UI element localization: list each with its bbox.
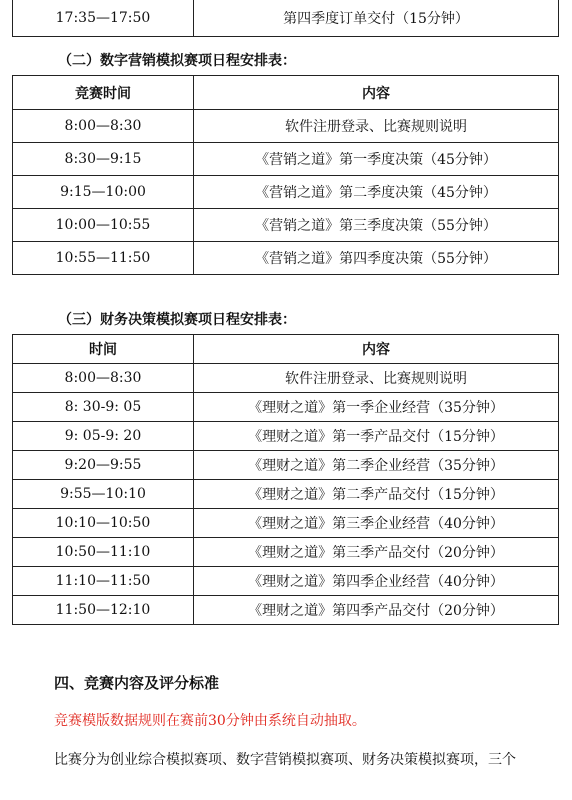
cell-time: 11:10—11:50 — [13, 567, 194, 596]
cell-time: 9:20—9:55 — [13, 451, 194, 480]
cell-time: 10:10—10:50 — [13, 509, 194, 538]
finance-decision-schedule-table — [12, 334, 559, 625]
cell-content: 《理财之道》第三季产品交付（20分钟） — [194, 538, 559, 567]
table-header-row — [13, 76, 559, 110]
table-row — [13, 596, 559, 625]
digital-marketing-schedule-table — [12, 75, 559, 275]
cell-content: 软件注册登录、比赛规则说明 — [194, 364, 559, 393]
section-heading: 四、竞赛内容及评分标准 — [54, 674, 220, 692]
cell-time: 11:50—12:10 — [13, 596, 194, 625]
cell-time: 8:00—8:30 — [13, 110, 194, 143]
cell-content: 《理财之道》第四季产品交付（20分钟） — [194, 596, 559, 625]
header-time: 竞赛时间 — [13, 76, 194, 110]
cell-time: 10:00—10:55 — [13, 209, 194, 242]
cell-time: 9:15—10:00 — [13, 176, 194, 209]
cell-content: 《营销之道》第三季度决策（55分钟） — [194, 209, 559, 242]
top-schedule-table — [12, 0, 559, 37]
cell-content: 《理财之道》第一季产品交付（15分钟） — [194, 422, 559, 451]
cell-content: 《营销之道》第四季度决策（55分钟） — [194, 242, 559, 275]
cell-content: 《理财之道》第二季产品交付（15分钟） — [194, 480, 559, 509]
table-row — [13, 110, 559, 143]
cell-time: 10:50—11:10 — [13, 538, 194, 567]
table-row — [13, 242, 559, 275]
table-row — [13, 567, 559, 596]
table-row — [13, 509, 559, 538]
table-row — [13, 451, 559, 480]
cell-time: 10:55—11:50 — [13, 242, 194, 275]
digital-marketing-caption: （二）数字营销模拟赛项日程安排表： — [58, 53, 296, 69]
cell-content: 《理财之道》第二季企业经营（35分钟） — [194, 451, 559, 480]
cell-time: 9: 05-9: 20 — [13, 422, 194, 451]
table-row — [13, 143, 559, 176]
header-content: 内容 — [194, 335, 559, 364]
table-row — [13, 176, 559, 209]
cell-content: 软件注册登录、比赛规则说明 — [194, 110, 559, 143]
table-row — [13, 393, 559, 422]
table-row — [13, 209, 559, 242]
cell-content: 《理财之道》第三季企业经营（40分钟） — [194, 509, 559, 538]
cell-time: 9:55—10:10 — [13, 480, 194, 509]
finance-decision-caption: （三）财务决策模拟赛项日程安排表： — [58, 312, 296, 328]
body-paragraph: 比赛分为创业综合模拟赛项、数字营销模拟赛项、财务决策模拟赛项，三个 — [54, 752, 516, 768]
cell-content: 《理财之道》第四季企业经营（40分钟） — [194, 567, 559, 596]
cell-time: 8:00—8:30 — [13, 364, 194, 393]
cell-content: 第四季度订单交付（15分钟） — [194, 0, 559, 37]
table-row — [13, 364, 559, 393]
red-note: 竞赛模版数据规则在赛前30分钟由系统自动抽取。 — [54, 713, 366, 729]
table-header-row — [13, 335, 559, 364]
table-row — [13, 480, 559, 509]
cell-content: 《理财之道》第一季企业经营（35分钟） — [194, 393, 559, 422]
header-time: 时间 — [13, 335, 194, 364]
cell-content: 《营销之道》第一季度决策（45分钟） — [194, 143, 559, 176]
table-row — [13, 422, 559, 451]
cell-time: 8:30—9:15 — [13, 143, 194, 176]
table-row — [13, 538, 559, 567]
header-content: 内容 — [194, 76, 559, 110]
table-row — [13, 0, 559, 37]
cell-time: 17:35—17:50 — [13, 0, 194, 37]
cell-content: 《营销之道》第二季度决策（45分钟） — [194, 176, 559, 209]
cell-time: 8: 30-9: 05 — [13, 393, 194, 422]
